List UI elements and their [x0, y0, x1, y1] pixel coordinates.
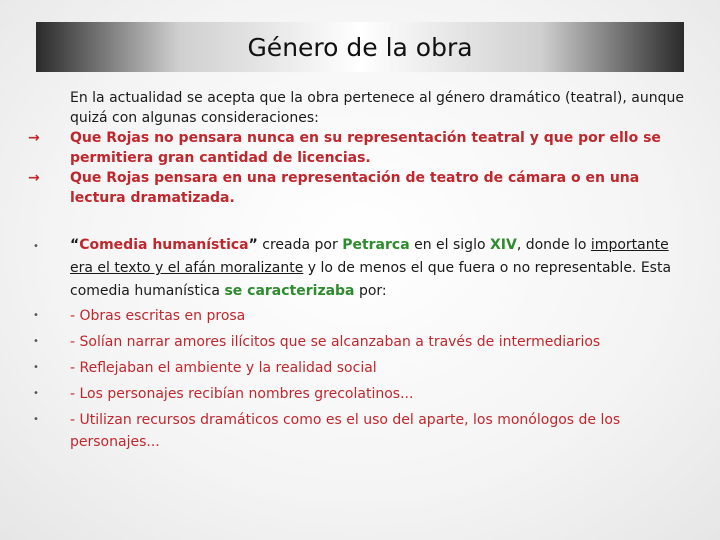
arrow-item: [28, 168, 692, 208]
arrow-icon: →: [28, 170, 40, 186]
comedia-quote-open: “: [70, 237, 80, 253]
arrow-item-text: Que Rojas pensara en una representación de teatro de cámara o en una lectura dramatizada.: [70, 170, 640, 206]
title-bar: [36, 22, 684, 72]
feature-text: - Obras escritas en prosa: [70, 308, 246, 324]
slide-content: [28, 88, 692, 453]
comedia-term: Comedia humanística: [79, 237, 249, 253]
feature-text: - Los personajes recibían nombres grecolatinos...: [70, 386, 414, 402]
list-item: [28, 407, 692, 453]
arrow-icon: →: [28, 130, 40, 146]
feature-text: - Solían narrar amores ilícitos que se alcanzaban a través de intermediarios: [70, 334, 601, 350]
comedia-paragraph: [28, 234, 692, 303]
bullet-icon: •: [33, 388, 39, 399]
comedia-author: Petrarca: [342, 237, 410, 253]
feature-text: - Utilizan recursos dramáticos como es el uso del aparte, los monólogos de los personajes...: [70, 412, 621, 450]
comedia-text: en el siglo: [409, 237, 490, 253]
bullet-icon: •: [33, 310, 39, 321]
comedia-quote-close: ”: [248, 237, 258, 253]
bullet-icon: •: [33, 241, 39, 252]
comedia-text: creada por: [257, 237, 343, 253]
feature-text: - Reflejaban el ambiente y la realidad social: [70, 360, 377, 376]
page-title: Género de la obra: [247, 32, 473, 62]
intro-paragraph: En la actualidad se acepta que la obra pertenece al género dramático (teatral), aunque quizá con algunas consideraciones:: [70, 90, 684, 126]
bullet-icon: •: [33, 414, 39, 425]
list-item: [28, 355, 692, 381]
list-item: [28, 303, 692, 329]
comedia-underlined: importante era el texto y el afán moralizante: [70, 237, 669, 276]
comedia-text: y lo de menos el que fuera o no representable. Esta comedia humanística: [70, 260, 672, 299]
comedia-century: XIV: [489, 237, 517, 253]
comedia-verb: se caracterizaba: [224, 283, 355, 299]
arrow-item: [28, 128, 692, 168]
arrow-item-text: Que Rojas no pensara nunca en su representación teatral y que por ello se permitiera gran cantidad de licencias.: [70, 130, 661, 166]
bullet-icon: •: [33, 362, 39, 373]
list-item: [28, 329, 692, 355]
list-item: [28, 381, 692, 407]
comedia-text: , donde lo: [516, 237, 591, 253]
bullet-icon: •: [33, 336, 39, 347]
comedia-text: por:: [354, 283, 387, 299]
